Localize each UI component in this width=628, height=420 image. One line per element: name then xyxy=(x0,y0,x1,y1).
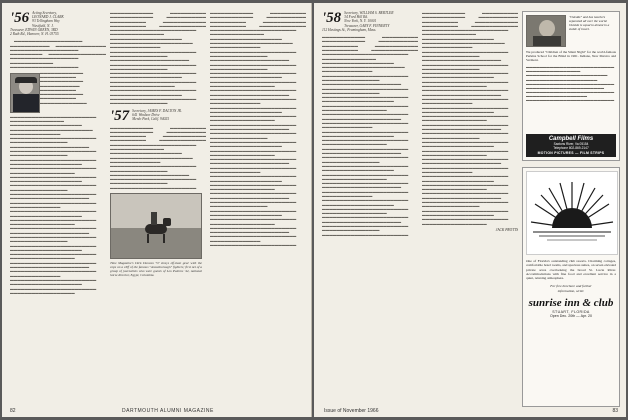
class-58-header xyxy=(322,11,418,32)
sun-icon xyxy=(527,172,617,254)
ad-company-name: Campbell Films xyxy=(548,136,594,143)
ad-tagline: MOTION PICTURES — FILM STRIPS xyxy=(537,151,605,155)
column-text: ▬▬▬▬▬▬▬▬▬▬▬▬▬▬▬▬▬▬▬ ▬▬▬▬▬▬▬▬▬▬▬ ▬▬▬▬▬▬▬▬▬▬▬▬▬▬ ▬▬▬▬▬▬▬▬▬▬▬▬▬▬▬▬▬▬▬ ▬▬▬▬▬▬▬▬▬ ▬▬▬▬▬▬▬▬▬▬▬▬▬▬▬▬ ▬▬▬▬▬▬▬▬▬▬▬▬▬▬▬▬▬▬▬ ▬▬▬▬▬▬▬▬▬▬▬▬ ▬▬▬▬▬▬▬▬▬▬▬▬▬▬▬▬▬▬▬ xyxy=(10,39,106,69)
column-text: ▬▬▬▬▬▬▬▬▬▬▬▬ ▬▬▬▬▬▬▬▬▬▬ ▬▬▬▬▬▬▬▬▬▬▬▬ ▬▬▬▬▬▬▬▬▬▬▬ ▬▬▬▬▬▬▬▬▬▬ ▬▬▬▬▬▬▬▬▬▬▬▬ ▬▬▬▬▬▬▬▬▬▬ ▬▬▬▬▬▬▬▬▬▬▬▬▬ ▬▬▬▬▬▬▬▬▬▬▬▬▬▬▬▬▬▬▬▬▬▬▬▬ ▬▬▬▬▬▬▬▬▬▬▬▬▬▬▬ ▬▬▬▬▬▬▬▬▬▬▬▬▬▬▬▬▬▬▬▬ ▬▬▬▬▬▬▬▬▬▬▬▬▬▬▬▬▬▬▬▬▬▬▬ ▬▬▬▬▬▬▬▬▬▬▬▬▬▬ ▬▬▬▬▬▬▬▬▬▬▬▬▬▬▬▬▬▬▬▬▬▬▬▬ ▬▬▬▬▬▬▬▬▬▬▬▬▬▬▬▬ ▬▬▬▬▬▬▬▬▬▬▬▬▬▬▬▬▬▬▬▬▬▬ ▬▬▬▬▬▬▬▬▬▬▬▬▬▬▬▬▬▬▬▬▬▬▬▬ ▬▬▬▬▬▬▬▬▬▬▬▬▬▬▬▬ ▬▬▬▬▬▬▬▬▬▬▬▬▬▬▬▬▬▬▬▬▬▬▬▬ xyxy=(110,125,206,190)
right-column-1 xyxy=(322,11,418,406)
class-officers: Acting Secretary, LEONARD J. CLARK 93 Tellingham Way Westfield, N. J. Treasurer, EDWIN GREEN, 3RD 2 Ruth Rd., Hanover, N. H. 03755 xyxy=(10,11,64,37)
class-57-header xyxy=(110,109,206,122)
column-text: ▬▬▬▬▬▬▬▬▬▬▬▬ ▬▬▬▬▬▬▬▬▬▬ ▬▬▬▬▬▬▬▬▬▬▬▬ ▬▬▬▬▬▬▬▬▬▬▬ ▬▬▬▬▬▬▬▬▬▬ ▬▬▬▬▬▬▬▬▬▬▬▬ ▬▬▬▬▬▬▬▬▬▬ ▬▬▬▬▬▬▬▬▬▬▬▬▬ ▬▬▬▬▬▬▬▬▬▬▬▬▬▬▬▬▬▬▬▬▬▬▬▬ ▬▬▬▬▬▬▬▬▬▬▬▬▬▬▬ ▬▬▬▬▬▬▬▬▬▬▬▬▬▬▬▬▬▬▬▬ ▬▬▬▬▬▬▬▬▬▬▬▬▬▬▬▬▬▬▬▬▬▬▬ ▬▬▬▬▬▬▬▬▬▬▬▬▬▬ ▬▬▬▬▬▬▬▬▬▬▬▬▬▬▬▬▬▬▬▬▬▬▬▬ ▬▬▬▬▬▬▬▬▬▬▬▬▬▬▬▬ ▬▬▬▬▬▬▬▬▬▬▬▬▬▬▬▬▬▬▬▬▬▬ ▬▬▬▬▬▬▬▬▬▬▬▬▬▬▬▬▬▬▬▬▬▬▬▬ ▬▬▬▬▬▬▬▬▬▬▬▬▬▬▬▬ ▬▬▬▬▬▬▬▬▬▬▬▬▬▬▬▬▬▬▬▬▬▬▬▬ ▬▬▬▬▬▬▬▬▬▬▬▬▬▬▬▬▬▬▬▬ ▬▬▬▬▬▬▬▬▬▬▬▬▬▬▬▬▬▬▬▬▬▬▬▬ ▬▬▬▬▬▬▬▬▬▬▬▬▬▬▬▬▬▬ ▬▬▬▬▬▬▬▬▬▬▬▬▬▬▬▬▬▬▬▬▬▬▬▬ ▬▬▬▬▬▬▬▬▬▬▬▬▬▬▬▬▬▬▬▬ ▬▬▬▬▬▬▬▬▬▬▬▬▬▬▬▬▬▬▬▬▬▬▬▬ ▬▬▬▬▬▬▬▬▬▬▬▬▬▬▬▬ xyxy=(110,11,206,106)
child-photo xyxy=(526,15,566,47)
ad-location: STUART, FLORIDA xyxy=(552,310,590,315)
right-column-2 xyxy=(422,11,518,406)
left-column-2 xyxy=(110,11,206,406)
horse-rider-photo xyxy=(110,193,202,259)
left-page xyxy=(2,3,312,417)
footer-title: DARTMOUTH ALUMNI MAGAZINE xyxy=(122,408,214,414)
left-column-1 xyxy=(10,11,106,295)
signoff: JACK PROTTS xyxy=(495,227,518,232)
ad-resort-name: sunrise inn & club xyxy=(528,297,614,310)
right-page xyxy=(314,3,626,417)
campbell-films-ad xyxy=(522,11,620,161)
left-column-3 xyxy=(210,11,306,406)
sun-logo xyxy=(526,171,618,255)
ad-detail: For free brochure and further information, write: xyxy=(550,284,592,293)
page-number: 82 xyxy=(10,408,16,414)
class-officers: Secretary, WILLIAM S. BERTLER 34 Ford Hill Rd. New York, N. Y. 10001 Treasurer, GARY F. FINNERTY 112 Hastings St., Framingham, Mass. xyxy=(322,11,394,32)
class-number: '56 xyxy=(10,11,30,26)
ad-body-filler: ▬▬▬▬▬▬▬▬▬▬▬▬▬▬▬▬▬▬▬▬▬▬▬▬▬▬ ▬▬▬▬▬▬▬▬▬▬▬▬▬▬▬▬ ▬▬▬▬▬▬▬▬▬▬▬▬▬▬▬▬▬▬▬▬▬▬▬▬ ▬▬▬▬▬▬▬▬▬▬▬▬▬▬▬▬▬▬▬▬▬ ▬▬▬▬▬▬▬▬▬▬▬▬▬▬▬▬▬▬▬▬▬▬▬▬▬▬ ▬▬▬▬▬▬▬▬▬▬▬▬▬▬▬▬▬▬▬▬▬▬▬ ▬▬▬▬▬▬▬▬▬▬▬▬▬▬▬▬▬▬▬▬▬▬▬▬▬▬ ▬▬▬▬▬▬▬▬▬▬▬▬▬▬▬▬▬▬ ▬▬▬▬▬▬▬▬▬▬▬▬▬▬▬▬▬▬▬▬▬▬▬▬▬▬ xyxy=(526,65,615,103)
footer-issue: Issue of November 1966 xyxy=(324,408,379,414)
ad-phone: Telephone 802-869-2147 xyxy=(553,146,589,151)
page-number: 83 xyxy=(612,408,618,414)
class-officers: Secretary, JAMES F. DALTON JR. 641 Windsor Drive Menlo Park, Calif. 94025 xyxy=(132,108,182,121)
class-number: '58 xyxy=(322,11,342,26)
ad-season: Open Dec. 20th — Apr. 20 xyxy=(550,314,592,319)
sunrise-inn-ad xyxy=(522,167,620,407)
column-text: ▬▬▬▬▬▬▬▬▬▬▬▬ ▬▬▬▬▬▬▬▬▬▬ ▬▬▬▬▬▬▬▬▬▬▬▬ ▬▬▬▬▬▬▬▬▬▬▬ ▬▬▬▬▬▬▬▬▬▬ ▬▬▬▬▬▬▬▬▬▬▬▬ ▬▬▬▬▬▬▬▬▬▬ ▬▬▬▬▬▬▬▬▬▬▬▬▬ ▬▬▬▬▬▬▬▬▬▬▬▬▬▬▬▬▬▬▬▬▬▬▬▬ ▬▬▬▬▬▬▬▬▬▬▬▬▬▬▬ ▬▬▬▬▬▬▬▬▬▬▬▬▬▬▬▬▬▬▬▬ ▬▬▬▬▬▬▬▬▬▬▬▬▬▬▬▬▬▬▬▬▬▬▬ ▬▬▬▬▬▬▬▬▬▬▬▬▬▬ ▬▬▬▬▬▬▬▬▬▬▬▬▬▬▬▬▬▬▬▬▬▬▬▬ ▬▬▬▬▬▬▬▬▬▬▬▬▬▬▬▬ ▬▬▬▬▬▬▬▬▬▬▬▬▬▬▬▬▬▬▬▬▬▬ ▬▬▬▬▬▬▬▬▬▬▬▬▬▬▬▬▬▬▬▬▬▬▬▬ ▬▬▬▬▬▬▬▬▬▬▬▬▬▬▬▬ ▬▬▬▬▬▬▬▬▬▬▬▬▬▬▬▬▬▬▬▬▬▬▬▬ ▬▬▬▬▬▬▬▬▬▬▬▬▬▬▬▬▬▬▬▬ ▬▬▬▬▬▬▬▬▬▬▬▬▬▬▬▬▬▬▬▬▬▬▬▬ ▬▬▬▬▬▬▬▬▬▬▬▬▬▬▬▬▬▬ ▬▬▬▬▬▬▬▬▬▬▬▬▬▬▬▬▬▬▬▬▬▬▬▬ ▬▬▬▬▬▬▬▬▬▬▬▬▬▬▬▬▬▬▬▬▬▬ ▬▬▬▬▬▬▬▬▬▬▬▬▬▬▬▬▬▬▬▬▬▬▬▬ ▬▬▬▬▬▬▬▬▬▬▬▬▬▬ ▬▬▬▬▬▬▬▬▬▬▬▬▬▬▬▬▬▬▬▬▬▬▬▬ ▬▬▬▬▬▬▬▬▬▬▬▬▬▬▬▬▬▬▬▬ ▬▬▬▬▬▬▬▬▬▬▬▬▬▬▬▬▬▬▬▬▬▬▬▬ ▬▬▬▬▬▬▬▬▬▬▬▬▬▬▬▬▬▬ ▬▬▬▬▬▬▬▬▬▬▬▬▬▬▬▬▬▬▬▬▬▬▬▬ ▬▬▬▬▬▬▬▬▬▬▬▬▬▬▬▬▬▬▬▬▬▬ ▬▬▬▬▬▬▬▬▬▬▬▬▬▬▬▬▬▬▬▬▬▬▬▬ ▬▬▬▬▬▬▬▬▬▬▬▬▬▬▬▬ ▬▬▬▬▬▬▬▬▬▬▬▬▬▬▬▬▬▬▬▬▬▬▬▬ ▬▬▬▬▬▬▬▬▬▬▬▬▬▬▬▬▬▬▬▬ ▬▬▬▬▬▬▬▬▬▬▬▬▬▬▬▬▬▬▬▬▬▬▬▬ ▬▬▬▬▬▬▬▬▬▬▬▬▬▬▬▬▬▬ ▬▬▬▬▬▬▬▬▬▬▬▬▬▬▬▬▬▬▬▬▬▬▬▬ ▬▬▬▬▬▬▬▬▬▬▬▬▬▬▬▬▬▬▬▬▬▬ ▬▬▬▬▬▬▬▬▬▬▬▬▬▬▬▬▬▬▬▬▬▬▬▬ ▬▬▬▬▬▬▬▬▬▬▬▬▬▬ ▬▬▬▬▬▬▬▬▬▬▬▬▬▬▬▬▬▬▬▬▬▬▬▬ ▬▬▬▬▬▬▬▬▬▬▬▬▬▬▬▬▬▬▬▬ ▬▬▬▬▬▬▬▬▬▬▬▬▬▬▬▬▬▬▬▬▬▬▬▬ ▬▬▬▬▬▬▬▬▬▬▬▬▬▬▬▬▬▬ ▬▬▬▬▬▬▬▬▬▬▬▬▬▬▬▬▬▬▬▬▬▬▬▬ ▬▬▬▬▬▬▬▬▬▬▬▬▬▬▬▬▬▬▬▬▬▬ ▬▬▬▬▬▬▬▬▬▬▬▬▬▬▬▬▬▬▬▬▬▬▬▬ ▬▬▬▬▬▬▬▬▬▬▬▬▬▬▬▬ ▬▬▬▬▬▬▬▬▬▬▬▬▬▬▬▬▬▬▬▬▬▬▬▬ xyxy=(322,35,418,237)
portrait-photo xyxy=(10,73,40,113)
ad-address: Saxtons River, Va 05154 xyxy=(553,142,589,147)
ad-banner xyxy=(526,134,616,157)
ad-quote: "Outside" and has teachers separated all over the world. Outside is equal to almost in a stable of travel. xyxy=(569,15,610,31)
photo-caption: Time Magazine's Dick Duncan '57 strays off-beat gear with the cops on a cliff of the famous "Ansonborough" fighters; first net of a group of journalists who were guests of Los Paleros '42, national horse director, Egypt, Colombia. xyxy=(110,260,202,278)
class-56-header xyxy=(10,11,106,36)
ad-body: We produced "Children of the Silent Night" for the world-famous Perkins School for the Blind in 1961. Indiana, New Mexico and Vermont. xyxy=(526,50,616,63)
column-text-cont: ▬▬▬▬▬▬▬▬▬▬▬▬ ▬▬▬▬▬▬▬▬▬▬ ▬▬▬▬▬▬▬▬▬▬▬▬ ▬▬▬▬▬▬▬▬▬▬▬ ▬▬▬▬▬▬▬▬▬▬ ▬▬▬▬▬▬▬▬▬▬▬▬ ▬▬▬▬▬▬▬▬▬▬ ▬▬▬▬▬▬▬▬▬▬▬▬▬ ▬▬▬▬▬▬▬▬▬▬▬▬▬▬▬▬▬▬▬▬▬▬▬▬ ▬▬▬▬▬▬▬▬▬▬▬▬▬▬▬ ▬▬▬▬▬▬▬▬▬▬▬▬▬▬▬▬▬▬▬▬ ▬▬▬▬▬▬▬▬▬▬▬▬▬▬▬▬▬▬▬▬▬▬▬ ▬▬▬▬▬▬▬▬▬▬▬▬▬▬ ▬▬▬▬▬▬▬▬▬▬▬▬▬▬▬▬▬▬▬▬▬▬▬▬ ▬▬▬▬▬▬▬▬▬▬▬▬▬▬▬▬ ▬▬▬▬▬▬▬▬▬▬▬▬▬▬▬▬▬▬▬▬▬▬ ▬▬▬▬▬▬▬▬▬▬▬▬▬▬▬▬▬▬▬▬▬▬▬▬ ▬▬▬▬▬▬▬▬▬▬▬▬▬▬▬▬ ▬▬▬▬▬▬▬▬▬▬▬▬▬▬▬▬▬▬▬▬▬▬▬▬ ▬▬▬▬▬▬▬▬▬▬▬▬▬▬▬▬▬▬▬▬ ▬▬▬▬▬▬▬▬▬▬▬▬▬▬▬▬▬▬▬▬▬▬▬▬ ▬▬▬▬▬▬▬▬▬▬▬▬▬▬▬▬▬▬ ▬▬▬▬▬▬▬▬▬▬▬▬▬▬▬▬▬▬▬▬▬▬▬▬ ▬▬▬▬▬▬▬▬▬▬▬▬▬▬▬▬▬▬▬▬ ▬▬▬▬▬▬▬▬▬▬▬▬▬▬▬▬▬▬▬▬▬▬▬▬ ▬▬▬▬▬▬▬▬▬▬▬▬▬▬▬▬ ▬▬▬▬▬▬▬▬▬▬▬▬▬▬▬▬▬▬▬▬▬▬▬▬ ▬▬▬▬▬▬▬▬▬▬▬▬▬▬▬▬▬▬▬▬▬▬ ▬▬▬▬▬▬▬▬▬▬▬▬▬▬▬▬▬▬▬▬▬▬▬▬ ▬▬▬▬▬▬▬▬▬▬▬▬▬▬ ▬▬▬▬▬▬▬▬▬▬▬▬▬▬▬▬▬▬▬▬▬▬▬▬ ▬▬▬▬▬▬▬▬▬▬▬▬▬▬▬▬▬▬▬▬ ▬▬▬▬▬▬▬▬▬▬▬▬▬▬▬▬▬▬▬▬▬▬▬▬ ▬▬▬▬▬▬▬▬▬▬▬▬▬▬▬▬▬▬ ▬▬▬▬▬▬▬▬▬▬▬▬▬▬▬▬▬▬▬▬▬▬▬▬ ▬▬▬▬▬▬▬▬▬▬▬▬▬▬▬▬▬▬▬▬▬▬ ▬▬▬▬▬▬▬▬▬▬▬▬▬▬▬▬▬▬▬▬▬▬▬▬ ▬▬▬▬▬▬▬▬▬▬▬▬▬▬▬▬ ▬▬▬▬▬▬▬▬▬▬▬▬▬▬▬▬▬▬▬▬▬▬▬▬ ▬▬▬▬▬▬▬▬▬▬▬▬▬▬▬▬▬▬▬▬ ▬▬▬▬▬▬▬▬▬▬▬▬▬▬▬▬▬▬▬▬▬▬▬▬ ▬▬▬▬▬▬▬▬▬▬▬▬▬▬▬▬▬▬ ▬▬▬▬▬▬▬▬▬▬▬▬▬▬▬▬▬▬▬▬▬▬▬▬ ▬▬▬▬▬▬▬▬▬▬▬▬▬▬▬▬▬▬▬▬▬▬ ▬▬▬▬▬▬▬▬▬▬▬▬▬▬▬▬▬▬▬▬▬▬▬▬ ▬▬▬▬▬▬▬▬▬▬▬▬▬▬ ▬▬▬▬▬▬▬▬▬▬▬▬▬▬▬▬▬▬▬▬▬▬▬▬ ▬▬▬▬▬▬▬▬▬▬▬▬▬▬▬▬▬▬▬▬ ▬▬▬▬▬▬▬▬▬▬▬▬▬▬▬▬▬▬▬▬▬▬▬▬ ▬▬▬▬▬▬▬▬▬▬▬▬▬▬▬▬▬▬ xyxy=(10,70,97,295)
ad-body: One of Florida's outstanding club resorts. Charming cottages, comfortable hotel rooms, and spacious suites, on seven elevated private acres overlooking the broad St. Lucie River. Accommodations with fine food and excellent service in a quiet, relaxing atmosphere. xyxy=(526,259,616,281)
class-number: '57 xyxy=(110,107,130,124)
column-text: ▬▬▬▬▬▬▬▬▬▬▬▬ ▬▬▬▬▬▬▬▬▬▬ ▬▬▬▬▬▬▬▬▬▬▬▬ ▬▬▬▬▬▬▬▬▬▬▬ ▬▬▬▬▬▬▬▬▬▬ ▬▬▬▬▬▬▬▬▬▬▬▬ ▬▬▬▬▬▬▬▬▬▬ ▬▬▬▬▬▬▬▬▬▬▬▬▬ ▬▬▬▬▬▬▬▬▬▬▬▬▬▬▬▬▬▬▬▬▬▬▬▬ ▬▬▬▬▬▬▬▬▬▬▬▬▬▬▬ ▬▬▬▬▬▬▬▬▬▬▬▬▬▬▬▬▬▬▬▬ ▬▬▬▬▬▬▬▬▬▬▬▬▬▬▬▬▬▬▬▬▬▬▬ ▬▬▬▬▬▬▬▬▬▬▬▬▬▬ ▬▬▬▬▬▬▬▬▬▬▬▬▬▬▬▬▬▬▬▬▬▬▬▬ ▬▬▬▬▬▬▬▬▬▬▬▬▬▬▬▬ ▬▬▬▬▬▬▬▬▬▬▬▬▬▬▬▬▬▬▬▬▬▬ ▬▬▬▬▬▬▬▬▬▬▬▬▬▬▬▬▬▬▬▬▬▬▬▬ ▬▬▬▬▬▬▬▬▬▬▬▬▬▬▬▬ ▬▬▬▬▬▬▬▬▬▬▬▬▬▬▬▬▬▬▬▬▬▬▬▬ ▬▬▬▬▬▬▬▬▬▬▬▬▬▬▬▬▬▬▬▬ ▬▬▬▬▬▬▬▬▬▬▬▬▬▬▬▬▬▬▬▬▬▬▬▬ ▬▬▬▬▬▬▬▬▬▬▬▬▬▬▬▬▬▬ ▬▬▬▬▬▬▬▬▬▬▬▬▬▬▬▬▬▬▬▬▬▬▬▬ ▬▬▬▬▬▬▬▬▬▬▬▬▬▬▬▬▬▬▬▬▬▬ ▬▬▬▬▬▬▬▬▬▬▬▬▬▬▬▬▬▬▬▬▬▬▬▬ ▬▬▬▬▬▬▬▬▬▬▬▬▬▬ ▬▬▬▬▬▬▬▬▬▬▬▬▬▬▬▬▬▬▬▬▬▬▬▬ ▬▬▬▬▬▬▬▬▬▬▬▬▬▬▬▬▬▬▬▬ ▬▬▬▬▬▬▬▬▬▬▬▬▬▬▬▬▬▬▬▬▬▬▬▬ ▬▬▬▬▬▬▬▬▬▬▬▬▬▬▬▬▬▬ ▬▬▬▬▬▬▬▬▬▬▬▬▬▬▬▬▬▬▬▬▬▬▬▬ ▬▬▬▬▬▬▬▬▬▬▬▬▬▬▬▬▬▬▬▬▬▬ ▬▬▬▬▬▬▬▬▬▬▬▬▬▬▬▬▬▬▬▬▬▬▬▬ ▬▬▬▬▬▬▬▬▬▬▬▬▬▬▬▬ ▬▬▬▬▬▬▬▬▬▬▬▬▬▬▬▬▬▬▬▬▬▬▬▬ ▬▬▬▬▬▬▬▬▬▬▬▬▬▬▬▬▬▬▬▬ ▬▬▬▬▬▬▬▬▬▬▬▬▬▬▬▬▬▬▬▬▬▬▬▬ ▬▬▬▬▬▬▬▬▬▬▬▬▬▬▬▬▬▬ ▬▬▬▬▬▬▬▬▬▬▬▬▬▬▬▬▬▬▬▬▬▬▬▬ ▬▬▬▬▬▬▬▬▬▬▬▬▬▬▬▬▬▬▬▬▬▬ ▬▬▬▬▬▬▬▬▬▬▬▬▬▬▬▬▬▬▬▬▬▬▬▬ ▬▬▬▬▬▬▬▬▬▬▬▬▬▬ ▬▬▬▬▬▬▬▬▬▬▬▬▬▬▬▬▬▬▬▬▬▬▬▬ ▬▬▬▬▬▬▬▬▬▬▬▬▬▬▬▬▬▬▬▬ ▬▬▬▬▬▬▬▬▬▬▬▬▬▬▬▬▬▬▬▬▬▬▬▬ ▬▬▬▬▬▬▬▬▬▬▬▬▬▬▬▬▬▬ ▬▬▬▬▬▬▬▬▬▬▬▬▬▬▬▬▬▬▬▬▬▬▬▬ ▬▬▬▬▬▬▬▬▬▬▬▬▬▬▬▬▬▬▬▬▬▬ ▬▬▬▬▬▬▬▬▬▬▬▬▬▬▬▬▬▬▬▬▬▬▬▬ ▬▬▬▬▬▬▬▬▬▬▬▬▬▬▬▬ ▬▬▬▬▬▬▬▬▬▬▬▬▬▬▬▬▬▬▬▬▬▬▬▬ ▬▬▬▬▬▬▬▬▬▬▬▬▬▬▬▬▬▬▬▬ ▬▬▬▬▬▬▬▬▬▬▬▬▬▬▬▬▬▬▬▬▬▬▬▬ ▬▬▬▬▬▬▬▬▬▬▬▬▬▬▬▬▬▬ ▬▬▬▬▬▬▬▬▬▬▬▬▬▬▬▬▬▬▬▬▬▬▬▬ ▬▬▬▬▬▬▬▬▬▬▬▬▬▬▬▬▬▬▬▬▬▬ ▬▬▬▬▬▬▬▬▬▬▬▬▬▬▬▬▬▬▬▬▬▬▬▬ ▬▬▬▬▬▬▬▬▬▬▬▬▬▬ ▬▬▬▬▬▬▬▬▬▬▬▬▬▬▬▬▬▬▬▬▬▬▬▬ xyxy=(210,11,306,248)
column-text: ▬▬▬▬▬▬▬▬▬▬▬▬ ▬▬▬▬▬▬▬▬▬▬ ▬▬▬▬▬▬▬▬▬▬▬▬ ▬▬▬▬▬▬▬▬▬▬▬ ▬▬▬▬▬▬▬▬▬▬ ▬▬▬▬▬▬▬▬▬▬▬▬ ▬▬▬▬▬▬▬▬▬▬ ▬▬▬▬▬▬▬▬▬▬▬▬▬ ▬▬▬▬▬▬▬▬▬▬▬▬▬▬▬▬▬▬▬▬▬▬▬▬ ▬▬▬▬▬▬▬▬▬▬▬▬▬▬▬ ▬▬▬▬▬▬▬▬▬▬▬▬▬▬▬▬▬▬▬▬ ▬▬▬▬▬▬▬▬▬▬▬▬▬▬▬▬▬▬▬▬▬▬▬ ▬▬▬▬▬▬▬▬▬▬▬▬▬▬ ▬▬▬▬▬▬▬▬▬▬▬▬▬▬▬▬▬▬▬▬▬▬▬▬ ▬▬▬▬▬▬▬▬▬▬▬▬▬▬▬▬ ▬▬▬▬▬▬▬▬▬▬▬▬▬▬▬▬▬▬▬▬▬▬ ▬▬▬▬▬▬▬▬▬▬▬▬▬▬▬▬▬▬▬▬▬▬▬▬ ▬▬▬▬▬▬▬▬▬▬▬▬▬▬▬▬ ▬▬▬▬▬▬▬▬▬▬▬▬▬▬▬▬▬▬▬▬▬▬▬▬ ▬▬▬▬▬▬▬▬▬▬▬▬▬▬▬▬▬▬▬▬ ▬▬▬▬▬▬▬▬▬▬▬▬▬▬▬▬▬▬▬▬▬▬▬▬ ▬▬▬▬▬▬▬▬▬▬▬▬▬▬▬▬▬▬ ▬▬▬▬▬▬▬▬▬▬▬▬▬▬▬▬▬▬▬▬▬▬▬▬ ▬▬▬▬▬▬▬▬▬▬▬▬▬▬▬▬▬▬▬▬▬▬ ▬▬▬▬▬▬▬▬▬▬▬▬▬▬▬▬▬▬▬▬▬▬▬▬ ▬▬▬▬▬▬▬▬▬▬▬▬▬▬ ▬▬▬▬▬▬▬▬▬▬▬▬▬▬▬▬▬▬▬▬▬▬▬▬ ▬▬▬▬▬▬▬▬▬▬▬▬▬▬▬▬▬▬▬▬ ▬▬▬▬▬▬▬▬▬▬▬▬▬▬▬▬▬▬▬▬▬▬▬▬ ▬▬▬▬▬▬▬▬▬▬▬▬▬▬▬▬▬▬ ▬▬▬▬▬▬▬▬▬▬▬▬▬▬▬▬▬▬▬▬▬▬▬▬ ▬▬▬▬▬▬▬▬▬▬▬▬▬▬▬▬▬▬▬▬▬▬ ▬▬▬▬▬▬▬▬▬▬▬▬▬▬▬▬▬▬▬▬▬▬▬▬ ▬▬▬▬▬▬▬▬▬▬▬▬▬▬▬▬ ▬▬▬▬▬▬▬▬▬▬▬▬▬▬▬▬▬▬▬▬▬▬▬▬ ▬▬▬▬▬▬▬▬▬▬▬▬▬▬▬▬▬▬▬▬ ▬▬▬▬▬▬▬▬▬▬▬▬▬▬▬▬▬▬▬▬▬▬▬▬ ▬▬▬▬▬▬▬▬▬▬▬▬▬▬▬▬▬▬ ▬▬▬▬▬▬▬▬▬▬▬▬▬▬▬▬▬▬▬▬▬▬▬▬ ▬▬▬▬▬▬▬▬▬▬▬▬▬▬▬▬▬▬▬▬▬▬ ▬▬▬▬▬▬▬▬▬▬▬▬▬▬▬▬▬▬▬▬▬▬▬▬ ▬▬▬▬▬▬▬▬▬▬▬▬▬▬ ▬▬▬▬▬▬▬▬▬▬▬▬▬▬▬▬▬▬▬▬▬▬▬▬ ▬▬▬▬▬▬▬▬▬▬▬▬▬▬▬▬▬▬▬▬ ▬▬▬▬▬▬▬▬▬▬▬▬▬▬▬▬▬▬▬▬▬▬▬▬ ▬▬▬▬▬▬▬▬▬▬▬▬▬▬▬▬▬▬ ▬▬▬▬▬▬▬▬▬▬▬▬▬▬▬▬▬▬▬▬▬▬▬▬ ▬▬▬▬▬▬▬▬▬▬▬▬▬▬▬▬▬▬▬▬▬▬ ▬▬▬▬▬▬▬▬▬▬▬▬▬▬▬▬▬▬▬▬▬▬▬▬ ▬▬▬▬▬▬▬▬▬▬▬▬▬▬▬▬ ▬▬▬▬▬▬▬▬▬▬▬▬▬▬▬▬▬▬▬▬▬▬▬▬ ▬▬▬▬▬▬▬▬▬▬▬▬▬▬▬▬▬▬▬▬ ▬▬▬▬▬▬▬▬▬▬▬▬▬▬▬▬▬▬▬▬▬▬▬▬ ▬▬▬▬▬▬▬▬▬▬▬▬▬▬▬▬▬▬ xyxy=(422,11,518,226)
